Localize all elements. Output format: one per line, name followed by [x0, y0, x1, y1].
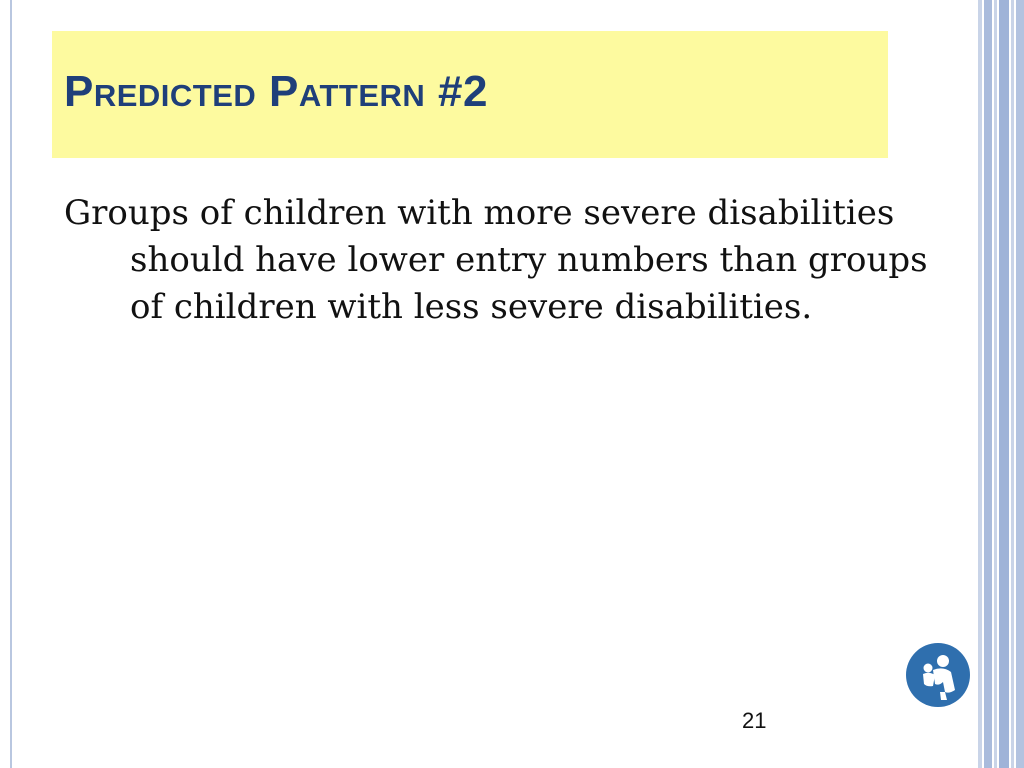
body-text: Groups of children with more severe disabilities should have lower entry numbers than groups of children with less severe disabilities.	[64, 193, 928, 327]
right-decorative-stripes	[978, 0, 1024, 768]
page-number: 21	[742, 708, 767, 733]
parent-child-logo-icon	[905, 642, 971, 708]
slide-title: Predicted Pattern #2	[64, 67, 488, 116]
left-border-line	[10, 0, 12, 768]
